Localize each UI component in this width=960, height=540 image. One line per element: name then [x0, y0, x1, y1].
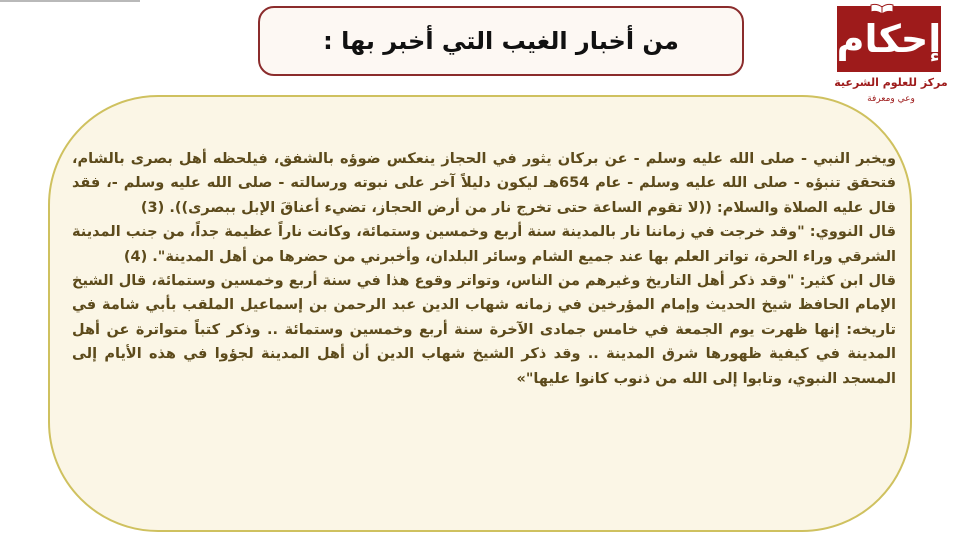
logo: [826, 2, 956, 112]
paragraph-nawawi-quote: قال النووي: "وقد خرجت في زماننا نار بالمدينة سنة أربع وخمسين وستمائة، وكانت ناراً عظيمة جداً، من جنب المدينة الشرقي وراء الحرة، تواتر العلم بها عند جميع الشام وسائر البلدان، وأخبرني من حضرها من أهل المدينة". (4): [72, 224, 896, 265]
paragraph-prophecy: ويخبر النبي - صلى الله عليه وسلم - عن بركان يثور في الحجاز ينعكس ضوؤه بالشفق، فيلحظه أهل بصرى بالشام، فتحقق تنبؤه - صلى الله عليه وسلم - عام 654هـ ليكون دليلاً آخر على نبوته ورسالته - صلى الله عليه وسلم -، فقد قال عليه الصلاة والسلام: ((لا تقوم الساعة حتى تخرج نار من أرض الحجاز، تضيء أعناقَ الإبل ببصرى)). (3): [72, 151, 896, 216]
title-banner: [258, 6, 744, 76]
open-book-icon: [870, 2, 894, 16]
top-divider: [0, 0, 140, 2]
logo-word: إحكام: [836, 17, 942, 61]
logo-tagline: وعي ومعرفة: [867, 94, 915, 104]
slide-title: من أخبار الغيب التي أخبر بها :: [323, 27, 679, 55]
paragraph-ibn-kathir-quote: قال ابن كثير: "وقد ذكر أهل التاريخ وغيرهم من الناس، وتواتر وقوع هذا في سنة أربع وخمسين وستمائة، قال الشيخ الإمام الحافظ شيخ الحديث وإمام المؤرخين في زمانه شهاب الدين عبد الرحمن بن إسماعيل الملقب بأبي شامة في تاريخه: إنها ظهرت يوم الجمعة في خامس جمادى الآخرة سنة أربع وخمسين وستمائة .. وذكر كتباً متواترة عن أهل المدينة في كيفية ظهورها شرق المدينة .. وقد ذكر الشيخ شهاب الدين أن أهل المدينة لجؤوا في هذه الأيام إلى المسجد النبوي، وتابوا إلى الله من ذنوب كانوا عليها"»: [72, 273, 896, 387]
content-text: [72, 147, 896, 391]
logo-subtitle: مركز للعلوم الشرعية: [834, 76, 948, 89]
